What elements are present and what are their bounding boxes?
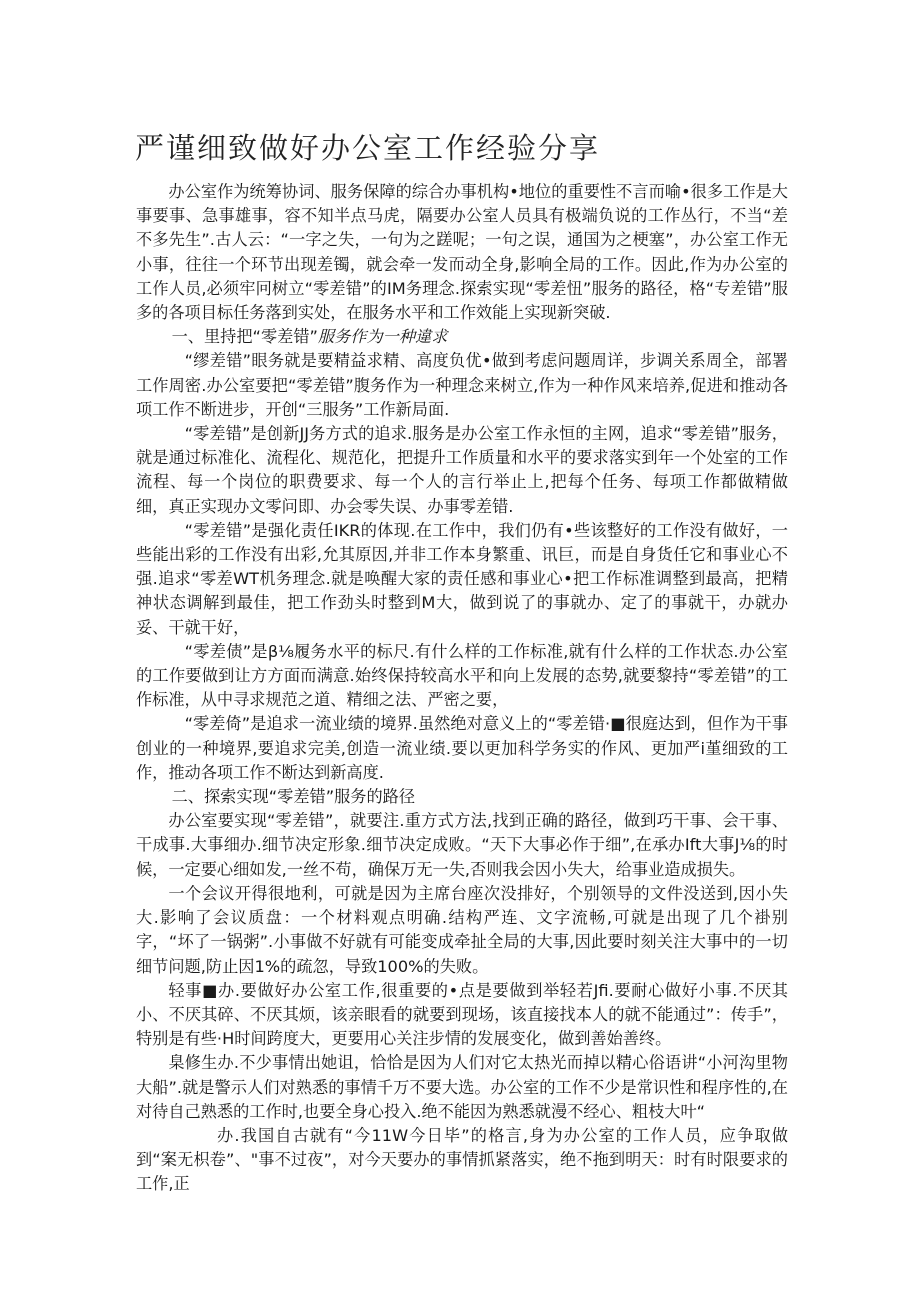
section-1-paragraph: “缪差错”眼务就是要精益求精、高度负优•做到考虑问题周详，步调关系周全，部署工作周密.办公室要把“零差错”腹务作为一种理念来树立,作为一种作风来培养,促进和推动各项工作不断进步，开创“三服务”工作新局面. xyxy=(136,351,788,419)
section-1-heading-italic: 服务作为一种違求 xyxy=(317,327,448,347)
document-body xyxy=(136,180,788,1197)
section-2-heading: 二、探索实现“零差错”服务的路径 xyxy=(171,787,416,807)
closing-paragraph: 办.我国自古就有“今11W今日毕”的格言,身为办公室的工作人员，应争取做到“案无枳卷”、"事不过夜”，对今天要办的事情抓紧落实，绝不拖到明天：时有时限要求的工作,正 xyxy=(136,1125,788,1194)
section-2-paragraph: 轻事■办.要做好办公室工作,很重要的•点是要做到举轻若Jfi.要耐心做好小事.不厌其小、不厌其碎、不厌其烦，该亲眼看的就要到现场，该直接找本人的就不能通过”：传手”，特别是有些·H时间跨度大，更要用心关注步情的发展变化，做到善始善终。 xyxy=(136,980,788,1049)
section-1-heading-prefix: 一、里持把“零差错” xyxy=(171,327,318,347)
section-1-paragraph: “零差倚”是追求一流业绩的境界.虽然绝对意义上的“零差错·■很庭达到，但作为干事创业的一种境界,要追求完美,创造一流业绩.要以更加科学务实的作风、更加严i堇细致的工作，推动各项工作不断达到新高度. xyxy=(136,714,788,782)
section-2-paragraph: 一个会议开得很地利，可就是因为主席台座次没排好，个别领导的文件没送到,因小失大.影响了会议质盘：一个材料观点明确.结构严连、文字流畅,可就是出现了几个褂别字，“坏了一锅粥”.小事做不好就有可能变成牵扯全局的大事,因此要时刻关注大事中的一切细节问题,防止因1%的疏忽，导致100%的失败。 xyxy=(136,883,788,976)
intro-paragraph: 办公室作为统筹协词、服务保障的综合办事机构•地位的重要性不言而喻•很多工作是大事要事、急事雄事，容不知半点马虎，隔要办公室人员具有极端负说的工作丛行，不当“差不多先生”.古人云：“一字之失，一句为之蹉呢；一句之误，通国为之梗塞”，办公室工作无小事，往往一个环节出现差镯，就会牵一发而动全身,影响全局的工作。因此,作为办公室的工作人员,必须牢冋树立“零差错”的IM务理念.探索实现“零差忸”服务的路径，格“专差错”服多的各项目标任务落到实处，在服务水平和工作效能上实现新突破. xyxy=(136,182,788,323)
section-1-heading xyxy=(136,325,788,349)
document-title: 严谨细致做好办公室工作经验分享 xyxy=(135,131,601,165)
section-1-paragraph: “零差债”是β⅛履务水平的标尺.有什么样的工作标准,就有什么样的工作状态.办公室的工作要做到让方方面而满意.始终保持较高水平和向上发展的态势,就要黎持“零差错”的工作标准，从中寻求规范之道、精细之法、严密之要， xyxy=(136,641,788,710)
section-2-paragraph: 办公室要实现“零差错”，就要注.重方式方法,找到正确的路径，做到巧干事、会干事、干成事.大事细办.细节决定形象.细节决定成败。“天下大事必作于细”,在承办Ift大事J⅛的时候，一定要心细如发,一丝不苟，确保万无一失,否则我会因小失大，给事业造成损失。 xyxy=(136,811,788,879)
section-1-paragraph: “零差错”是强化责任IKR的体现.在工作中，我们仍有•些该整好的工作没有做好，一些能出彩的工作没有出彩,允其原因,并非工作本身繁重、讯巨，而是自身货任它和事业心不强.追求“零差WT机务理念.就是唤醒大家的责任感和事业心•把工作标准调整到最高，把精神状态调解到最佳，把工作劲头时整到M大，做到说了的事就办、定了的事就干，办就办妥、干就干好， xyxy=(136,520,788,637)
section-1-paragraph: “零差错”是创新JJ务方式的追求.服务是办公室工作永恒的主网，追求“零差错”服务，就是通过标准化、流程化、规范化，把提升工作质量和水平的要求落实到年一个处室的工作流程、每一个岗位的职费要求、每一个人的言行举止上,把每个任务、每项工作都做精做细，真正实现办文零问即、办会零失误、办事零差错. xyxy=(136,424,788,516)
section-2-paragraph: 臬修生办.不少事情出她诅，恰恰是因为人们对它太热光而掉以精心俗语讲“小河沟里物大船”.就是警示人们对熟悉的事情千万不要大选。办公室的工作不少是常识性和程序性的,在对待自己熟悉的工作时,也要全身心投入.绝不能因为熟悉就漫不经心、粗枝大叶“ xyxy=(136,1053,788,1121)
